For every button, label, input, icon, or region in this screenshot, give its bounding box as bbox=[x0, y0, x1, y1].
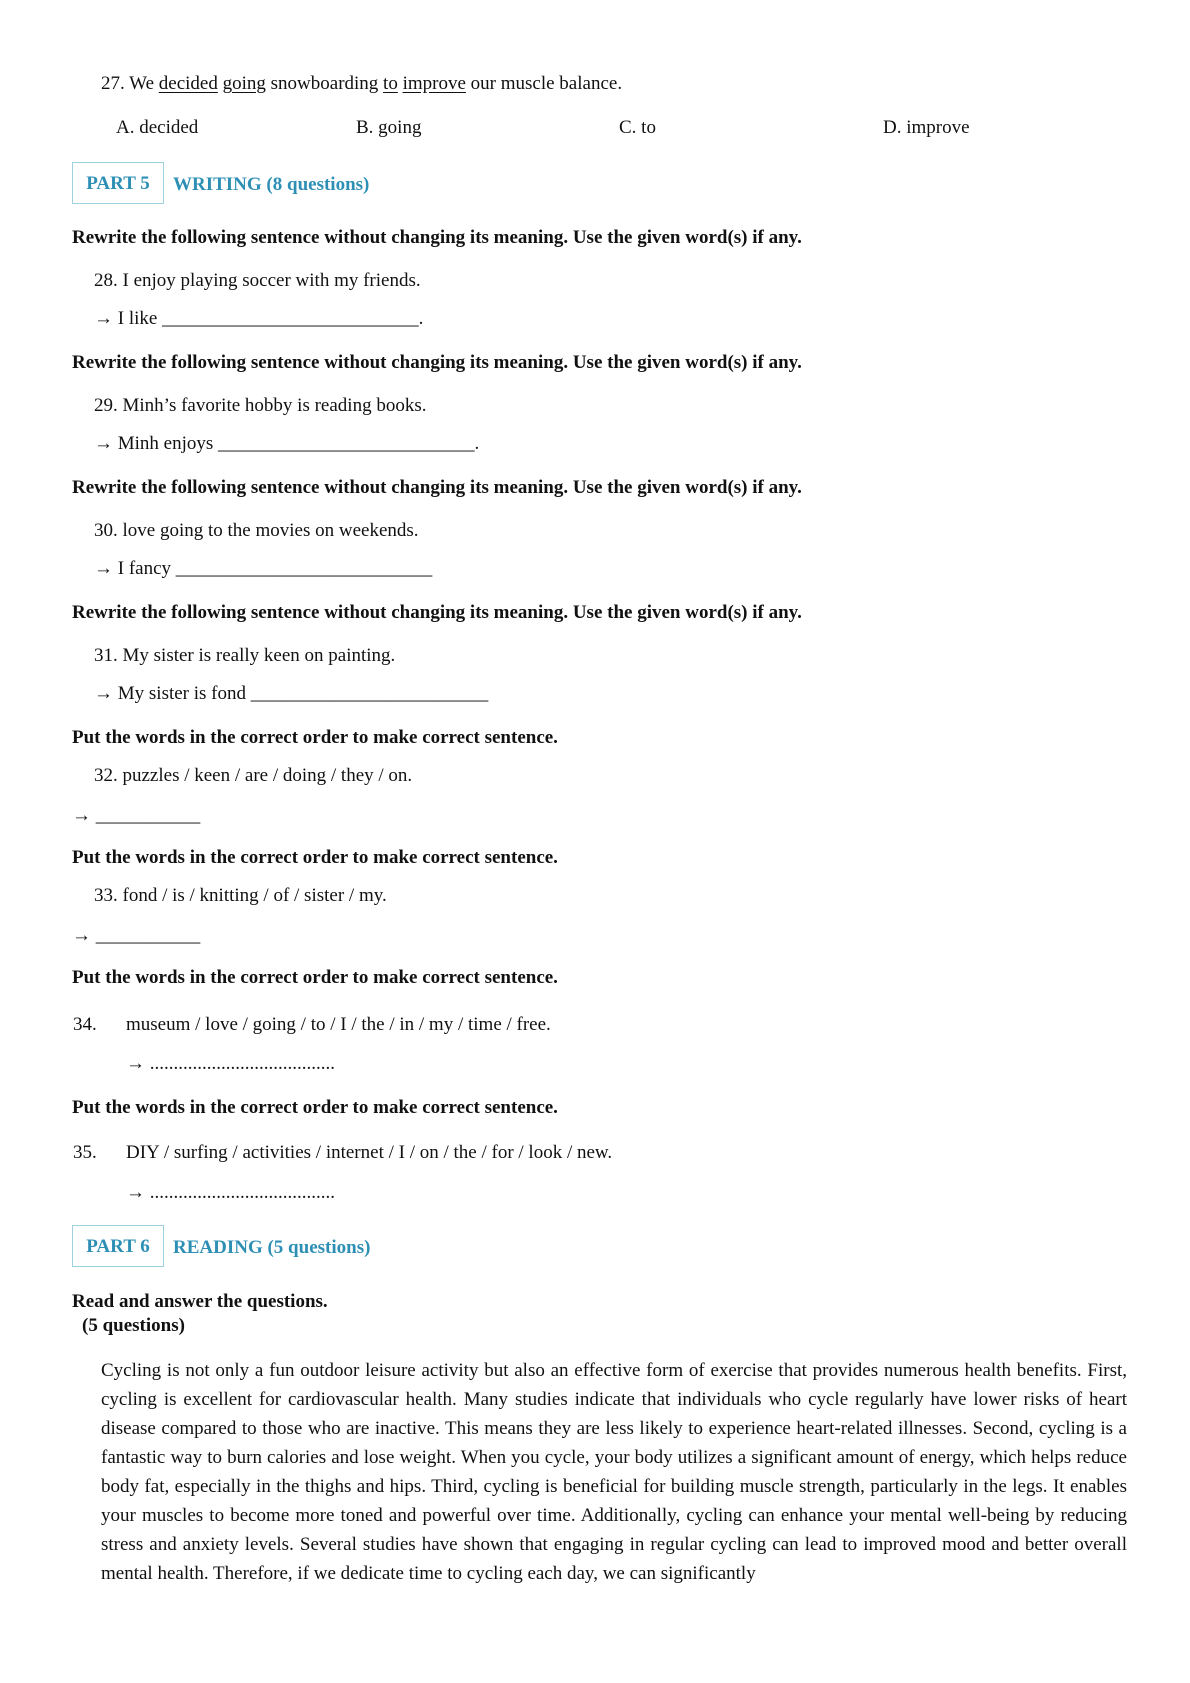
instruction-order: Put the words in the correct order to make correct sentence. bbox=[72, 727, 558, 748]
q27-word: snowboarding bbox=[270, 73, 379, 94]
q27-underlined-word-c: to bbox=[383, 73, 398, 94]
reading-passage: Cycling is not only a fun outdoor leisure activity but also an effective form of exercise that provides numerous health benefits. First, cycling is excellent for cardiovascular health. Many studies indicate that individuals who cycle regularly have lower risks of heart disease compared to those who are inactive. This means they are less likely to experience heart-related illnesses. Second, cycling is a fantastic way to burn calories and lose weight. When you cycle, your body utilizes a significant amount of energy, which helps reduce body fat, especially in the thighs and hips. Third, cycling is beneficial for building muscle strength, particularly in the legs. It enables your muscles to become more toned and powerful over time. Additionally, cycling can enhance your mental well-being by reducing stress and anxiety levels. Several studies have shown that engaging in regular cycling can lead to improved mood and better overall mental health. Therefore, if we dedicate time to cycling each day, we can significantly bbox=[101, 1360, 1127, 1584]
answer-line-34[interactable]: → ....................................... bbox=[126, 1053, 335, 1074]
part5-title: WRITING (8 questions) bbox=[173, 174, 370, 195]
question-28: 28. I enjoy playing soccer with my friends. bbox=[94, 270, 421, 291]
answer-line-33[interactable]: → ___________ bbox=[72, 925, 201, 946]
question-35-number: 35. bbox=[73, 1142, 97, 1163]
answer-line-32[interactable]: → ___________ bbox=[72, 805, 201, 826]
question-34: museum / love / going / to / I / the / in / my / time / free. bbox=[126, 1014, 551, 1035]
q27-underlined-word-b: going bbox=[222, 73, 266, 94]
part5-label: PART 5 bbox=[72, 162, 164, 204]
question-34-number: 34. bbox=[73, 1014, 97, 1035]
option-c[interactable]: C. to bbox=[619, 117, 656, 138]
question-31: 31. My sister is really keen on painting. bbox=[94, 645, 396, 666]
question-33: 33. fond / is / knitting / of / sister / my. bbox=[94, 885, 387, 906]
question-35: DIY / surfing / activities / internet / I / on / the / for / look / new. bbox=[126, 1142, 613, 1163]
option-a[interactable]: A. decided bbox=[116, 117, 199, 138]
reading-instruction: Read and answer the questions. bbox=[72, 1291, 328, 1312]
answer-line-31[interactable]: → My sister is fond _________________________ bbox=[94, 683, 489, 704]
option-d[interactable]: D. improve bbox=[883, 117, 970, 138]
answer-line-35[interactable]: → ....................................... bbox=[126, 1182, 335, 1203]
instruction-order: Put the words in the correct order to make correct sentence. bbox=[72, 847, 558, 868]
question-29: 29. Minh’s favorite hobby is reading books. bbox=[94, 395, 427, 416]
q27-word: our muscle balance. bbox=[470, 73, 623, 94]
question-number: 27. bbox=[101, 73, 125, 94]
part6-title: READING (5 questions) bbox=[173, 1237, 371, 1258]
question-27 bbox=[101, 72, 622, 96]
instruction-rewrite: Rewrite the following sentence without changing its meaning. Use the given word(s) if any. bbox=[72, 352, 802, 373]
answer-line-30[interactable]: → I fancy ___________________________ bbox=[94, 558, 433, 579]
q27-underlined-word-a: decided bbox=[158, 73, 218, 94]
instruction-order: Put the words in the correct order to make correct sentence. bbox=[72, 967, 558, 988]
question-30: 30. love going to the movies on weekends. bbox=[94, 520, 419, 541]
part6-label: PART 6 bbox=[72, 1225, 164, 1267]
answer-line-28[interactable]: → I like ___________________________. bbox=[94, 308, 424, 329]
instruction-order: Put the words in the correct order to make correct sentence. bbox=[72, 1097, 558, 1118]
option-b[interactable]: B. going bbox=[356, 117, 422, 138]
answer-line-29[interactable]: → Minh enjoys ___________________________. bbox=[94, 433, 480, 454]
reading-question-count: (5 questions) bbox=[82, 1315, 185, 1336]
instruction-rewrite: Rewrite the following sentence without changing its meaning. Use the given word(s) if any. bbox=[72, 602, 802, 623]
question-32: 32. puzzles / keen / are / doing / they / on. bbox=[94, 765, 413, 786]
q27-underlined-word-d: improve bbox=[402, 73, 466, 94]
instruction-rewrite: Rewrite the following sentence without changing its meaning. Use the given word(s) if any. bbox=[72, 477, 802, 498]
instruction-rewrite: Rewrite the following sentence without changing its meaning. Use the given word(s) if any. bbox=[72, 227, 802, 248]
q27-word: We bbox=[129, 73, 155, 94]
